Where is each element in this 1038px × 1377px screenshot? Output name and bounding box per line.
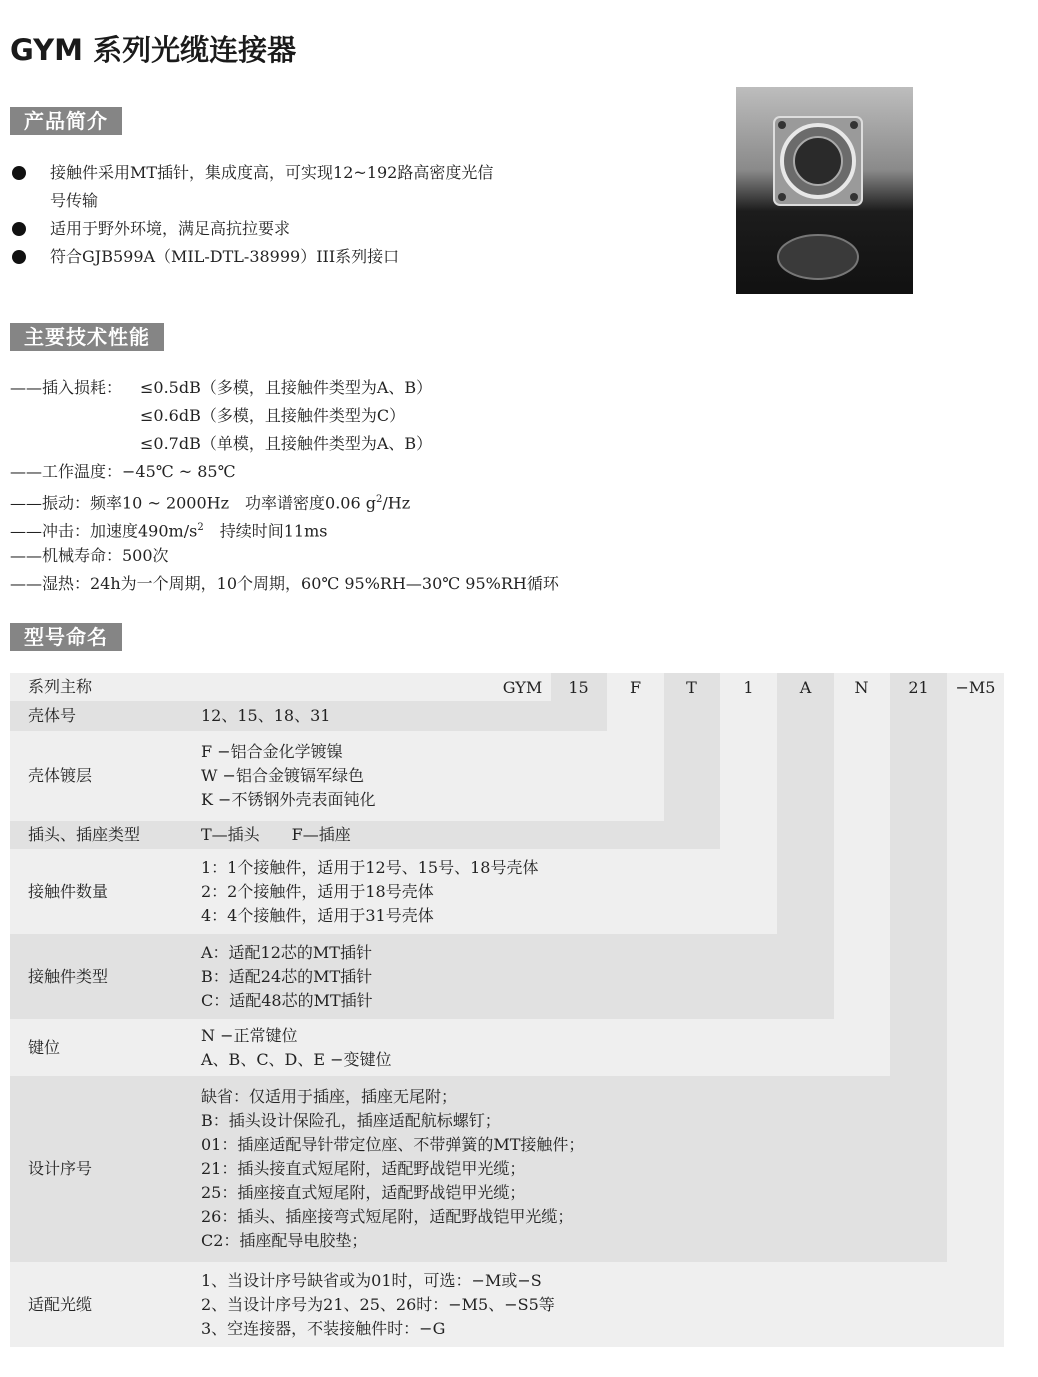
table-row-label: 壳体镀层 xyxy=(28,766,93,785)
spec-insertion-loss-1: ≤0.5dB（多模，且接触件类型为A、B） xyxy=(140,378,433,397)
model-code-segment: 21 xyxy=(908,678,929,697)
section-heading-specs: 主要技术性能 xyxy=(10,323,164,351)
spec-insertion-loss-2: ≤0.6dB（多模，且接触件类型为C） xyxy=(140,406,406,425)
table-row-description: C2：插座配导电胶垫； xyxy=(201,1231,368,1250)
spec-life: ——机械寿命：500次 xyxy=(10,546,169,565)
table-row-description: 2：2个接触件，适用于18号壳体 xyxy=(201,881,434,901)
table-row-description: T—插头 F—插座 xyxy=(201,825,351,844)
table-row-description: B：适配24芯的MT插针 xyxy=(201,966,373,986)
table-row-label: 壳体号 xyxy=(28,706,77,725)
model-code-segment: T xyxy=(686,678,697,697)
product-photo xyxy=(736,87,913,294)
model-code-segment: A xyxy=(799,678,812,697)
table-row-description: 缺省：仅适用于插座，插座无尾附； xyxy=(201,1087,458,1106)
model-code-segment: −M5 xyxy=(955,678,996,697)
table-row-description: B：插头设计保险孔，插座适配航标螺钉； xyxy=(201,1111,501,1130)
spec-shock: ——冲击：加速度$490m/s^2$ 持续时间11ms xyxy=(10,521,328,541)
intro-bullet-text: 适用于野外环境，满足高抗拉要求 xyxy=(50,219,291,238)
intro-bullet-text: 号传输 xyxy=(50,191,99,210)
table-row-description: 4：4个接触件，适用于31号壳体 xyxy=(201,905,434,925)
spec-humidity: ——湿热：24h为一个周期，10个周期，60℃ 95%RH—30℃ 95%RH循环 xyxy=(10,574,559,593)
table-row-label: 接触件数量 xyxy=(28,881,109,901)
spec-vibration: ——振动：频率10 ~ 2000Hz 功率谱密度0.06 $g^2/Hz$ xyxy=(10,493,411,513)
section-heading-naming: 型号命名 xyxy=(10,623,122,651)
table-row-description: 3、空连接器，不装接触件时：−G xyxy=(201,1318,446,1338)
table-row-description: K −不锈钢外壳表面钝化 xyxy=(201,790,376,809)
table-row-description: F −铝合金化学镀镍 xyxy=(201,742,343,761)
model-code-segment: 15 xyxy=(568,678,589,697)
section-heading-intro: 产品简介 xyxy=(10,107,122,135)
intro-bullet-text: 符合GJB599A（MIL-DTL-38999）III系列接口 xyxy=(50,247,400,266)
spec-temperature: ——工作温度：−45℃ ~ 85℃ xyxy=(10,462,236,481)
bullet-icon xyxy=(12,222,26,236)
intro-bullet-text: 接触件采用MT插针，集成度高，可实现12~192路高密度光信 xyxy=(50,163,494,182)
table-row-description: 12、15、18、31 xyxy=(201,706,331,725)
table-row-description: 2、当设计序号为21、25、26时：−M5、−S5等 xyxy=(201,1294,555,1314)
table-row-label: 键位 xyxy=(28,1037,61,1057)
table-row-description: W −铝合金镀镉军绿色 xyxy=(201,766,364,785)
table-row-description: A：适配12芯的MT插针 xyxy=(201,942,372,962)
bullet-icon xyxy=(12,250,26,264)
page-title: GYM 系列光缆连接器 xyxy=(10,33,297,67)
table-row-label: 设计序号 xyxy=(28,1159,93,1178)
model-code-segment: F xyxy=(629,678,642,697)
spec-insertion-loss-label: ——插入损耗： xyxy=(10,378,123,397)
table-row-description: 21：插头接直式短尾附，适配野战铠甲光缆； xyxy=(201,1159,526,1178)
table-row-description: 01：插座适配导针带定位座、不带弹簧的MT接触件； xyxy=(201,1135,585,1154)
table-row-description: C：适配48芯的MT插针 xyxy=(201,990,373,1010)
table-row-description: N −正常键位 xyxy=(201,1025,298,1045)
table-row-description: 25：插座接直式短尾附，适配野战铠甲光缆； xyxy=(201,1183,526,1202)
model-code-segment: N xyxy=(854,678,869,697)
bullet-icon xyxy=(12,166,26,180)
table-row-description: 26：插头、插座接弯式短尾附，适配野战铠甲光缆； xyxy=(201,1207,574,1226)
model-code-segment: 1 xyxy=(743,678,754,697)
table-row-label: 插头、插座类型 xyxy=(28,825,141,844)
table-row-label: 系列主称 xyxy=(28,677,93,696)
table-row-description: 1、当设计序号缺省或为01时，可选：−M或−S xyxy=(201,1270,542,1290)
spec-insertion-loss-3: ≤0.7dB（单模，且接触件类型为A、B） xyxy=(140,434,433,453)
table-row-label: 适配光缆 xyxy=(28,1294,93,1314)
table-row-label: 接触件类型 xyxy=(28,966,109,986)
table-row-description: 1：1个接触件，适用于12号、15号、18号壳体 xyxy=(201,857,539,877)
table-row-description: A、B、C、D、E −变键位 xyxy=(201,1049,392,1069)
model-code-segment: GYM xyxy=(502,678,543,697)
